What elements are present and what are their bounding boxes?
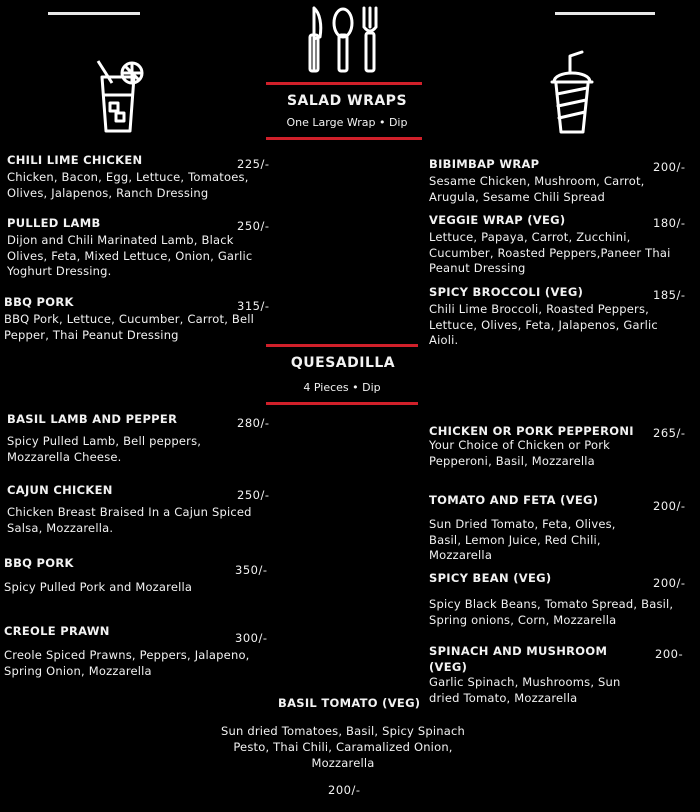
item-description: Spicy Pulled Lamb, Bell peppers, Mozzarella Cheese. xyxy=(7,434,202,464)
cutlery-icon xyxy=(306,5,382,75)
menu-item xyxy=(429,644,634,706)
menu-item xyxy=(4,624,264,679)
quesadilla-top-rule xyxy=(266,344,418,347)
item-description: Spicy Pulled Pork and Mozarella xyxy=(4,580,193,594)
item-description: Lettuce, Papaya, Carrot, Zucchini, Cucumber, Roasted Peppers,Paneer Thai Peanut Dressing xyxy=(429,230,671,275)
item-description: Chicken Breast Braised In a Cajun Spiced Salsa, Mozzarella. xyxy=(7,505,252,535)
item-name: SPICY BEAN (VEG) xyxy=(429,571,552,585)
item-description: Chili Lime Broccoli, Roasted Peppers, Lettuce, Olives, Feta, Jalapenos, Garlic Aioli. xyxy=(429,302,658,347)
menu-item xyxy=(7,412,270,465)
item-description: Sun dried Tomatoes, Basil, Spicy Spinach Pesto, Thai Chili, Caramalized Onion, Mozzarella xyxy=(220,724,465,770)
item-price: 350/- xyxy=(235,563,268,577)
item-description: Your Choice of Chicken or Pork Pepperoni, Basil, Mozzarella xyxy=(429,438,611,468)
section-title-salad-wraps: SALAD WRAPS xyxy=(286,93,408,109)
item-description: Sesame Chicken, Mushroom, Carrot, Arugula, Sesame Chili Spread xyxy=(429,174,645,204)
item-name: CHICKEN OR PORK PEPPERONI xyxy=(429,424,634,438)
salad-wraps-top-rule xyxy=(266,82,422,85)
milkshake-cup-icon xyxy=(548,50,596,136)
item-description: Dijon and Chili Marinated Lamb, Black Olives, Feta, Mixed Lettuce, Onion, Garlic Yoghurt Dressing. xyxy=(7,233,253,278)
item-price: 250/- xyxy=(237,219,270,233)
item-price: 180/- xyxy=(653,216,686,230)
item-description: Garlic Spinach, Mushrooms, Sun dried Tomato, Mozzarella xyxy=(429,675,621,705)
item-name: BASIL TOMATO (VEG) xyxy=(278,696,421,710)
item-price: 280/- xyxy=(237,416,270,430)
quesadilla-bottom-rule xyxy=(266,402,418,405)
menu-item xyxy=(429,571,691,628)
item-name: BBQ PORK xyxy=(4,295,74,309)
item-description: Chicken, Bacon, Egg, Lettuce, Tomatoes, Olives, Jalapenos, Ranch Dressing xyxy=(7,170,249,200)
menu-item xyxy=(4,556,264,596)
item-price: 200/- xyxy=(328,783,361,797)
salad-wraps-bottom-rule xyxy=(266,137,422,140)
menu-item xyxy=(429,424,649,469)
item-price: 315/- xyxy=(237,299,270,313)
top-left-divider xyxy=(48,12,140,15)
menu-item xyxy=(7,483,270,536)
item-price: 265/- xyxy=(653,426,686,440)
item-description: BBQ Pork, Lettuce, Cucumber, Carrot, Bell Pepper, Thai Peanut Dressing xyxy=(4,312,255,342)
menu-item xyxy=(7,153,270,201)
item-description: Sun Dried Tomato, Feta, Olives, Basil, Lemon Juice, Red Chili, Mozzarella xyxy=(429,517,616,562)
item-name: CREOLE PRAWN xyxy=(4,624,110,638)
item-price: 250/- xyxy=(237,488,270,502)
item-price: 185/- xyxy=(653,288,686,302)
item-name: PULLED LAMB xyxy=(7,216,101,230)
item-description: Creole Spiced Prawns, Peppers, Jalapeno, Spring Onion, Mozzarella xyxy=(4,648,250,678)
item-name: SPICY BROCCOLI (VEG) xyxy=(429,285,584,299)
item-name: SPINACH AND MUSHROOM (VEG) xyxy=(429,644,608,674)
item-name: CHILI LIME CHICKEN xyxy=(7,153,143,167)
item-description: Spicy Black Beans, Tomato Spread, Basil, Spring onions, Corn, Mozzarella xyxy=(429,597,674,627)
item-price: 200/- xyxy=(653,576,686,590)
menu-item xyxy=(7,216,270,280)
item-price: 200- xyxy=(655,647,684,661)
item-name: VEGGIE WRAP (VEG) xyxy=(429,213,566,227)
menu-item xyxy=(429,285,691,349)
section-subtitle-salad-wraps: One Large Wrap • Dip xyxy=(286,116,408,129)
menu-item xyxy=(429,213,689,277)
item-price: 200/- xyxy=(653,499,686,513)
item-price: 300/- xyxy=(235,631,268,645)
top-right-divider xyxy=(555,12,655,15)
item-name: CAJUN CHICKEN xyxy=(7,483,113,497)
section-title-quesadilla: QUESADILLA xyxy=(290,355,396,371)
menu-item xyxy=(429,493,644,564)
cocktail-glass-icon xyxy=(92,55,144,135)
item-price: 200/- xyxy=(653,160,686,174)
item-name: BBQ PORK xyxy=(4,556,74,570)
item-price: 225/- xyxy=(237,157,270,171)
item-name: TOMATO AND FETA (VEG) xyxy=(429,493,599,507)
item-name: BIBIMBAP WRAP xyxy=(429,157,540,171)
menu-item xyxy=(4,295,264,343)
item-name: BASIL LAMB AND PEPPER xyxy=(7,412,178,426)
section-subtitle-quesadilla: 4 Pieces • Dip xyxy=(303,381,381,394)
